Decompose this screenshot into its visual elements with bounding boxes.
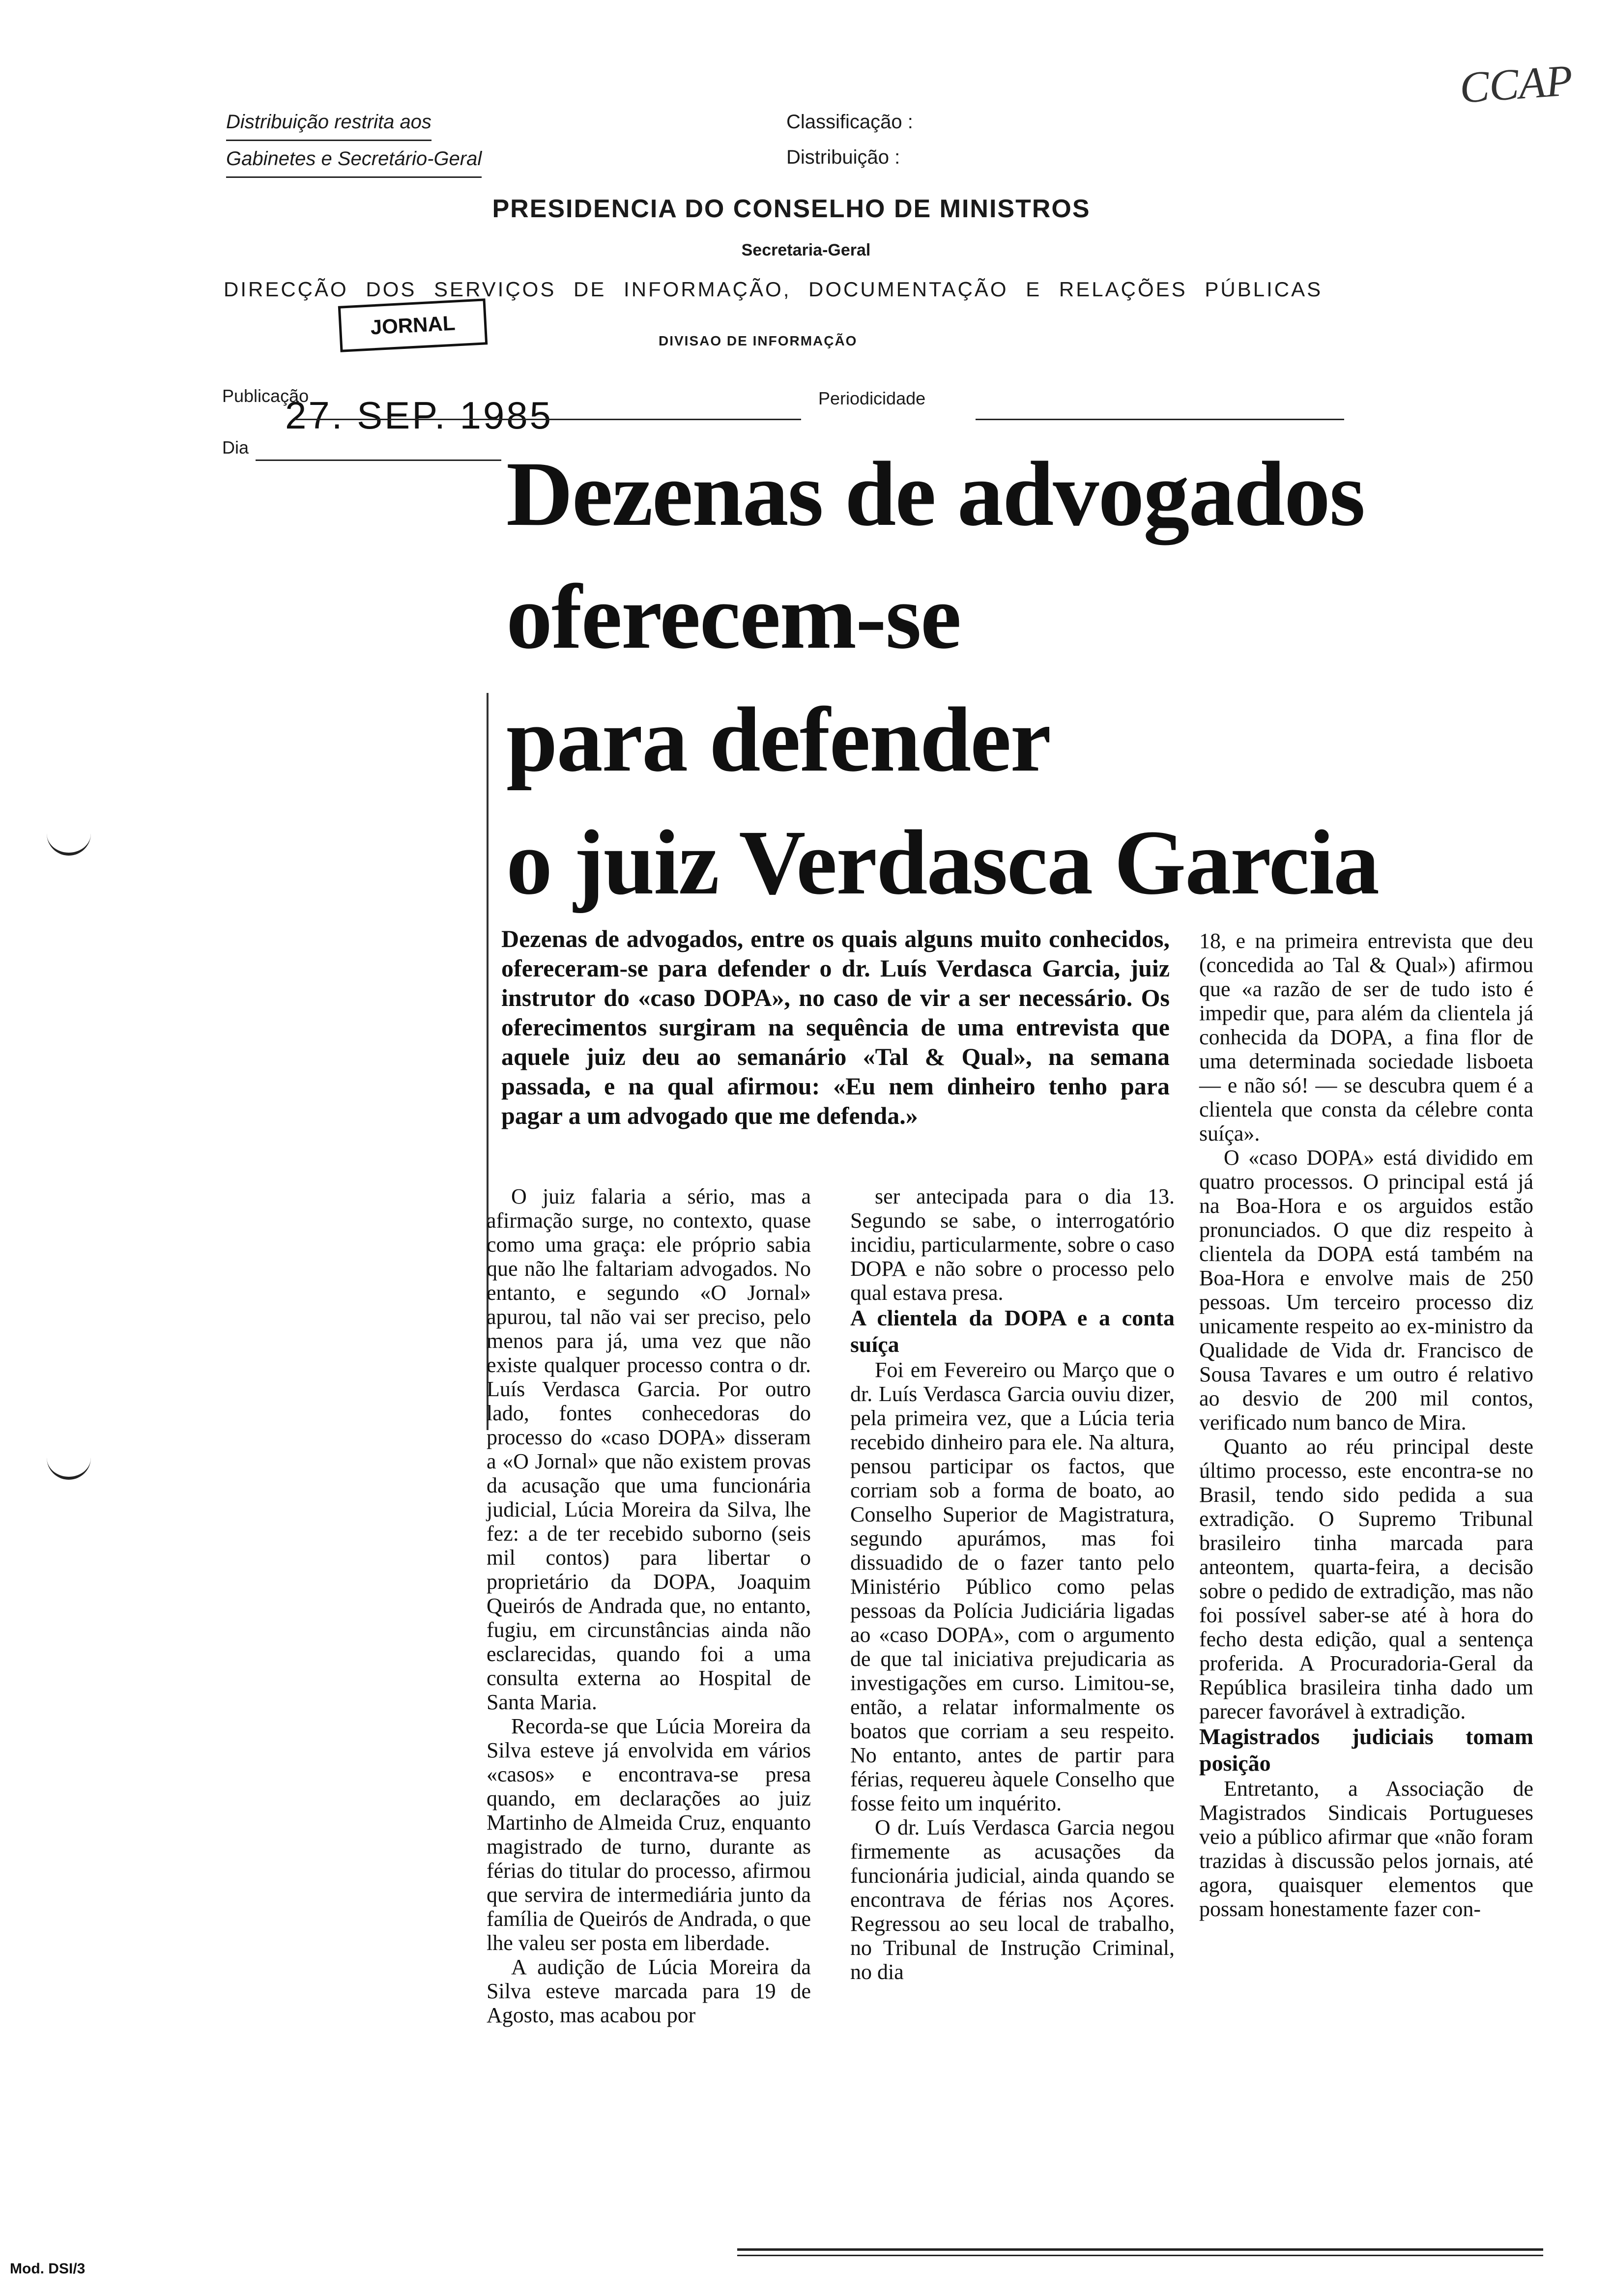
presidency-title: PRESIDENCIA DO CONSELHO DE MINISTROS: [492, 195, 1091, 223]
headline-line: oferecem-se: [506, 565, 961, 668]
punch-hole-mark: [47, 1455, 91, 1480]
form-code: Mod. DSI/3: [10, 2261, 86, 2277]
paragraph: Entretanto, a Associação de Magistrados Sindicais Portugueses veio a público afirmar que «não foram trazidas à discussão pelos jornais, até agora, quaisquer elementos que possam honestamente fazer con-: [1199, 1777, 1533, 1921]
date-stamp: 27. SEP. 1985: [285, 394, 553, 437]
division-title: DIVISAO DE INFORMAÇÃO: [659, 333, 858, 348]
paragraph: O dr. Luís Verdasca Garcia negou firmemente as acusações da funcionária judicial, ainda quando se encontrava de férias nos Açores. Regressou ao seu local de trabalho, no Tribunal de Instrução Criminal, no dia: [850, 1815, 1175, 1984]
article-headline: [506, 432, 1563, 924]
handwritten-annotation: CCAP: [1458, 56, 1575, 113]
day-line: [256, 459, 501, 461]
distribution-label: Distribuição :: [786, 146, 900, 168]
paragraph: Quanto ao réu principal deste último processo, este encontra-se no Brasil, tendo sido pedida a sua extradição. O Supremo Tribunal brasileiro tinha marcada para anteontem, quarta-feira, a decisão sobre o pedido de extradição, mas não foi possível saber-se até à hora do fecho desta edição, qual a sentença proferida. A Procuradoria-Geral da República brasileira tinha dado um parecer favorável à extradição.: [1199, 1435, 1533, 1723]
periodicity-line: [976, 419, 1344, 420]
classification-label: Classificação :: [786, 111, 913, 133]
article-column-3: [1199, 929, 1533, 1921]
paragraph: 18, e na primeira entrevista que deu (concedida ao Tal & Qual») afirmou que «a razão de ser de tudo isto é impedir que, para além da clientela já conhecida da DOPA, a fina flor de uma determinada sociedade lisboeta — e não só! — se descubra quem é a clientela que consta da célebre conta suíça».: [1199, 929, 1533, 1146]
paragraph: O «caso DOPA» está dividido em quatro processos. O principal está já na Boa-Hora e os arguidos estão pronunciados. O que diz respeito à clientela da DOPA está também na Boa-Hora e envolve mais de 250 pessoas. Um terceiro processo diz unicamente respeito ao ex-ministro da Qualidade de Vida dr. Francisco de Sousa Tavares e um outro é relativo ao desvio de 200 mil contos, verificado num banco de Mira.: [1199, 1146, 1533, 1435]
distribution-restriction: [226, 104, 482, 178]
publication-label: Publicação: [222, 386, 309, 406]
paragraph: Foi em Fevereiro ou Março que o dr. Luís Verdasca Garcia ouviu dizer, pela primeira vez, que a Lúcia teria recebido dinheiro para ele. Na altura, pensou participar os factos, que corriam sob a forma de boato, ao Conselho Superior de Magistratura, segundo apurámos, mas foi dissuadido de o fazer tanto pelo Ministério Público como pelas pessoas da Polícia Judiciária ligadas ao «caso DOPA», com o argumento de que tal iniciativa prejudicaria as investigações em curso. Limitou-se, então, a relatar informalmente os boatos que corriam a seu respeito. No entanto, antes de partir para férias, requereu àquele Conselho que fosse feito um inquérito.: [850, 1358, 1175, 1815]
secretariat-title: Secretaria-Geral: [741, 241, 871, 259]
directorate-title: DIRECÇÃO DOS SERVIÇOS DE INFORMAÇÃO, DOCUMENTAÇÃO E RELAÇÕES PÚBLICAS: [224, 278, 1323, 301]
subheading: A clientela da DOPA e a conta suíça: [850, 1305, 1175, 1357]
headline-line: Dezenas de advogados: [506, 442, 1365, 545]
punch-hole-mark: [47, 831, 91, 856]
paragraph: ser antecipada para o dia 13. Segundo se sabe, o interrogatório incidiu, particularmente, sobre o caso DOPA e não sobre o processo pelo qual estava presa.: [850, 1184, 1175, 1305]
day-label: Dia: [222, 437, 249, 458]
bottom-rule: [737, 2248, 1543, 2256]
paragraph: A audição de Lúcia Moreira da Silva esteve marcada para 19 de Agosto, mas acabou por: [487, 1955, 811, 2027]
distribution-line-1: Distribuição restrita aos: [226, 104, 432, 141]
periodicity-label: Periodicidade: [818, 388, 926, 408]
publication-line: [295, 419, 801, 420]
classification-block: [786, 104, 913, 175]
headline-line: o juiz Verdasca Garcia: [506, 811, 1379, 914]
article-column-2: [850, 1184, 1175, 1984]
subheading: Magistrados judiciais tomam posição: [1199, 1724, 1533, 1776]
paragraph: Recorda-se que Lúcia Moreira da Silva esteve já envolvida em vários «casos» e encontrava-se presa quando, em declarações ao juiz Martinho de Almeida Cruz, enquanto magistrado de turno, durante as férias do titular do processo, afirmou que servira de intermediária junto da família de Queirós de Andrada, o que lhe valeu ser posta em liberdade.: [487, 1714, 811, 1955]
article-lead: Dezenas de advogados, entre os quais alguns muito conhecidos, ofereceram-se para defender o dr. Luís Verdasca Garcia, juiz instrutor do «caso DOPA», no caso de vir a ser necessário. Os oferecimentos surgiram na sequência de uma entrevista que aquele juiz deu ao semanário «Tal & Qual», na semana passada, e na qual afirmou: «Eu nem dinheiro tenho para pagar a um advogado que me defenda.»: [501, 925, 1170, 1129]
article-column-1: [487, 1184, 811, 2027]
paragraph: O juiz falaria a sério, mas a afirmação surge, no contexto, quase como uma graça: ele próprio sabia que não lhe faltariam advogados. No entanto, e segundo «O Jornal» apurou, tal não vai ser preciso, pelo menos para já, uma vez que não existe qualquer processo contra o dr. Luís Verdasca Garcia. Por outro lado, fontes conhecedoras do processo do «caso DOPA» disseram a «O Jornal» que não existem provas da acusação que uma funcionária judicial, Lúcia Moreira da Silva, lhe fez: a de ter recebido suborno (seis mil contos) para libertar o proprietário da DOPA, Joaquim Queirós de Andrada que, no entanto, fugiu, em circunstâncias ainda não esclarecidas, quando foi a uma consulta externa ao Hospital de Santa Maria.: [487, 1184, 811, 1714]
headline-line: para defender: [506, 688, 1051, 791]
jornal-stamp: JORNAL: [338, 298, 488, 352]
distribution-line-2: Gabinetes e Secretário-Geral: [226, 141, 482, 178]
